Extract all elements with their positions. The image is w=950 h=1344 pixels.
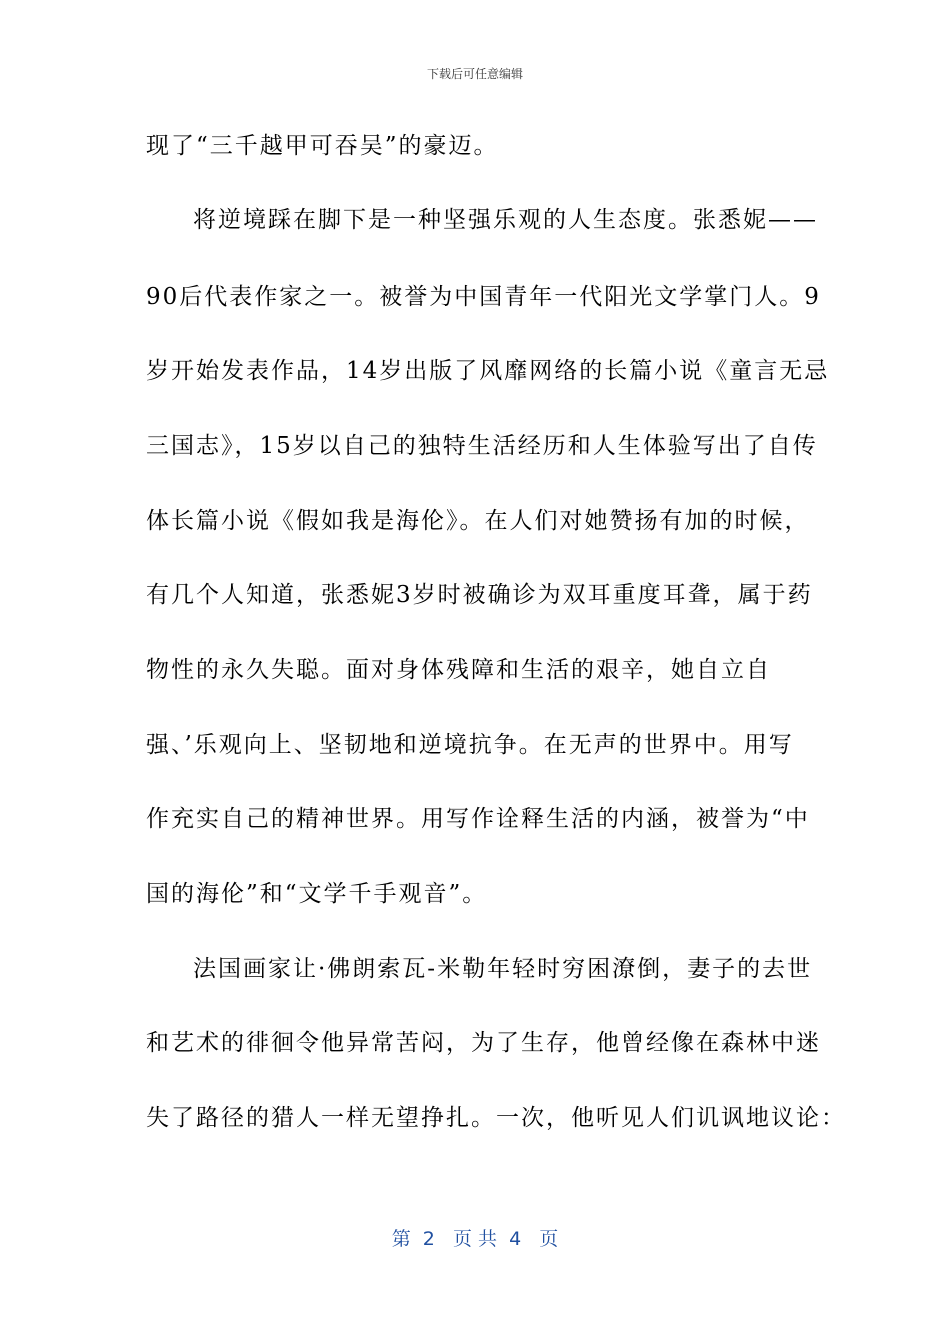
text-line: 和艺术的徘徊令他异常苦闷，为了生存，他曾经像在森林中迷 [146,1030,821,1056]
text-line: 岁开始发表作品，14岁出版了风靡网络的长篇小说《童言无忌 [146,358,830,384]
text-line: 体长篇小说《假如我是海伦》。在人们对她赞扬有加的时候， [146,508,810,534]
text-line: 失了路径的猎人一样无望挣扎。一次，他听见人们讥讽地议论： [146,1105,846,1131]
text-line: 国的海伦”和“文学千手观音”。 [146,881,488,907]
paragraph-first-line: 将逆境踩在脚下是一种坚强乐观的人生态度。张悉妮—— [193,207,818,233]
text-line: 现了“三千越甲可吞吴”的豪迈。 [146,133,499,159]
text-line: 强、’乐观向上、坚韧地和逆境抗争。在无声的世界中。用写 [146,732,794,758]
page-header: 下载后可任意编辑 [426,67,523,81]
page-number-footer: 第 2 页 共 4 页 [391,1228,559,1250]
paragraph-first-line: 法国画家让·佛朗索瓦-米勒年轻时穷困潦倒，妻子的去世 [193,956,813,982]
text-line: 物性的永久失聪。面对身体残障和生活的艰辛，她自立自 [146,657,771,683]
text-line: 作充实自己的精神世界。用写作诠释生活的内涵，被誉为“中 [146,806,810,832]
text-line: 三国志》，15岁以自己的独特生活经历和人生体验写出了自传 [146,433,818,459]
text-line: 有几个人知道，张悉妮3岁时被确诊为双耳重度耳聋，属于药 [146,582,813,608]
text-line: 90后代表作家之一。被誉为中国青年一代阳光文学掌门人。9 [146,284,821,310]
